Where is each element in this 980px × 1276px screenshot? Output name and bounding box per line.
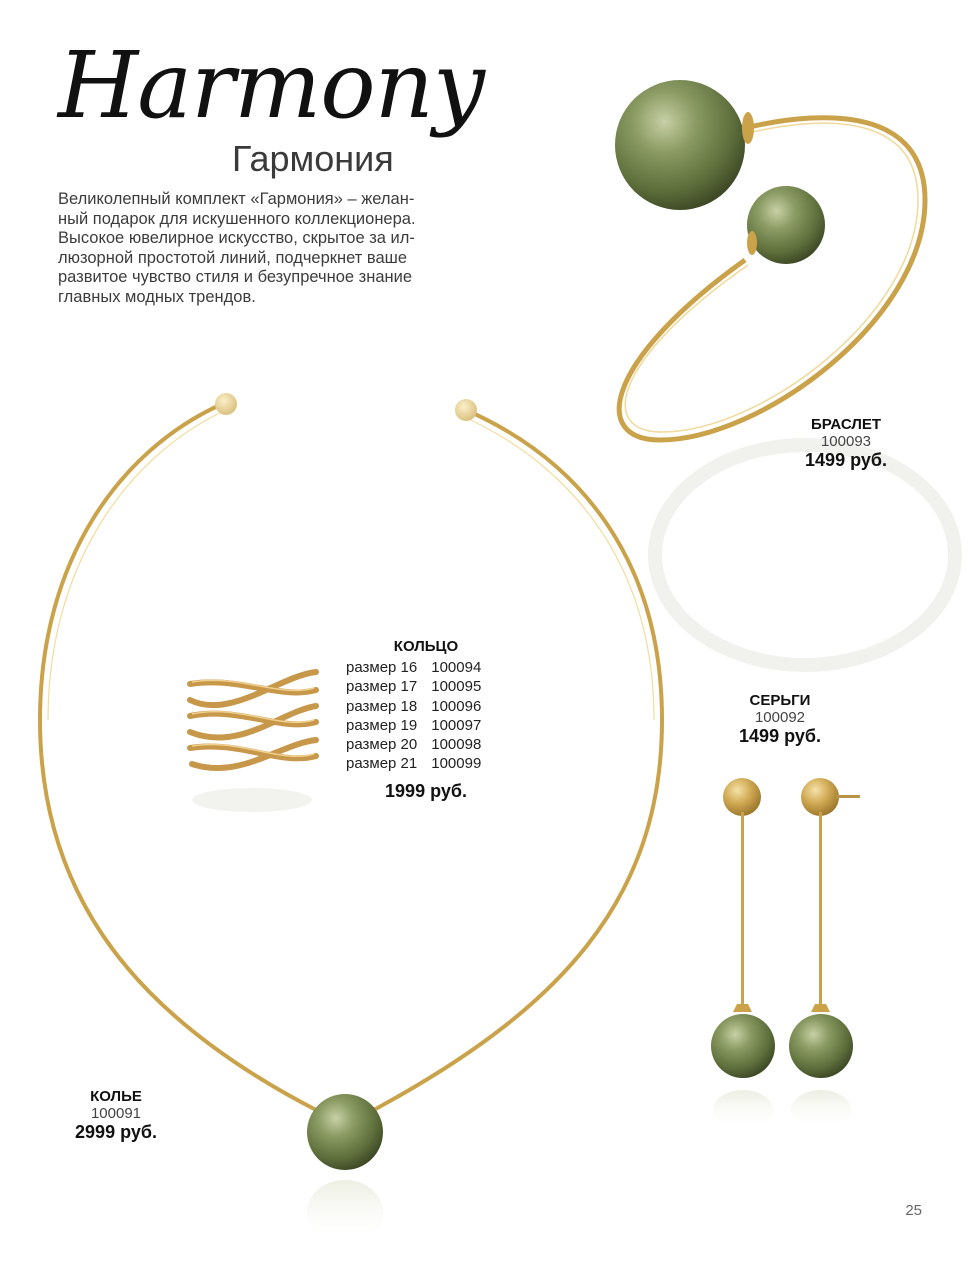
ring-code: 100097 [431, 716, 482, 734]
ring-size: размер 17 [346, 678, 418, 696]
ring-size: размер 19 [346, 716, 418, 734]
intro-line: ный подарок для искушенного коллекционера. [58, 209, 416, 228]
earrings-image [711, 778, 860, 1130]
intro-text [58, 190, 453, 307]
necklace-info [56, 1088, 176, 1143]
intro-line: главных модных трендов. [58, 287, 256, 306]
ring-code: 100099 [431, 755, 482, 773]
table-row [346, 697, 481, 716]
necklace-label: КОЛЬЕ [90, 1088, 142, 1105]
ring-code: 100098 [431, 736, 482, 754]
ring-image [190, 672, 316, 812]
script-title: Harmony [58, 32, 484, 139]
necklace-code: 100091 [90, 1105, 142, 1122]
earrings-price: 1499 руб. [739, 726, 821, 746]
ring-size: размер 18 [346, 697, 418, 715]
ring-code: 100094 [431, 659, 482, 676]
earrings-code: 100092 [754, 709, 806, 726]
intro-line: люзорной простотой линий, подчеркнет ваше [58, 248, 408, 267]
ring-size: размер 16 [346, 659, 418, 676]
table-row [346, 735, 481, 754]
ring-size: размер 20 [346, 736, 418, 754]
intro-line: развитое чувство стиля и безупречное знание [58, 268, 413, 286]
earrings-info [720, 692, 840, 747]
table-row [346, 658, 481, 677]
ring-label: КОЛЬЦО [393, 638, 459, 655]
page-subtitle: Гармония [232, 138, 394, 179]
earrings-label: СЕРЬГИ [749, 692, 811, 709]
page-number: 25 [905, 1202, 922, 1219]
bracelet-label: БРАСЛЕТ [810, 416, 882, 433]
ring-price: 1999 руб. [385, 780, 467, 801]
intro-line: Высокое ювелирное искусство, скрытое за ил- [58, 229, 415, 247]
table-row [346, 716, 481, 735]
bracelet-info [786, 416, 906, 471]
ring-size-table [346, 658, 481, 774]
ring-code: 100095 [431, 678, 482, 696]
bracelet-image [615, 80, 955, 665]
ring-size: размер 21 [346, 755, 418, 773]
bracelet-code: 100093 [820, 433, 872, 450]
necklace-price: 2999 руб. [75, 1122, 157, 1142]
ring-code: 100096 [431, 697, 482, 715]
ring-info [346, 638, 506, 802]
table-row [346, 754, 481, 773]
bracelet-price: 1499 руб. [805, 450, 887, 470]
intro-line: Великолепный комплект «Гармония» – желан- [58, 190, 415, 208]
table-row [346, 677, 481, 696]
